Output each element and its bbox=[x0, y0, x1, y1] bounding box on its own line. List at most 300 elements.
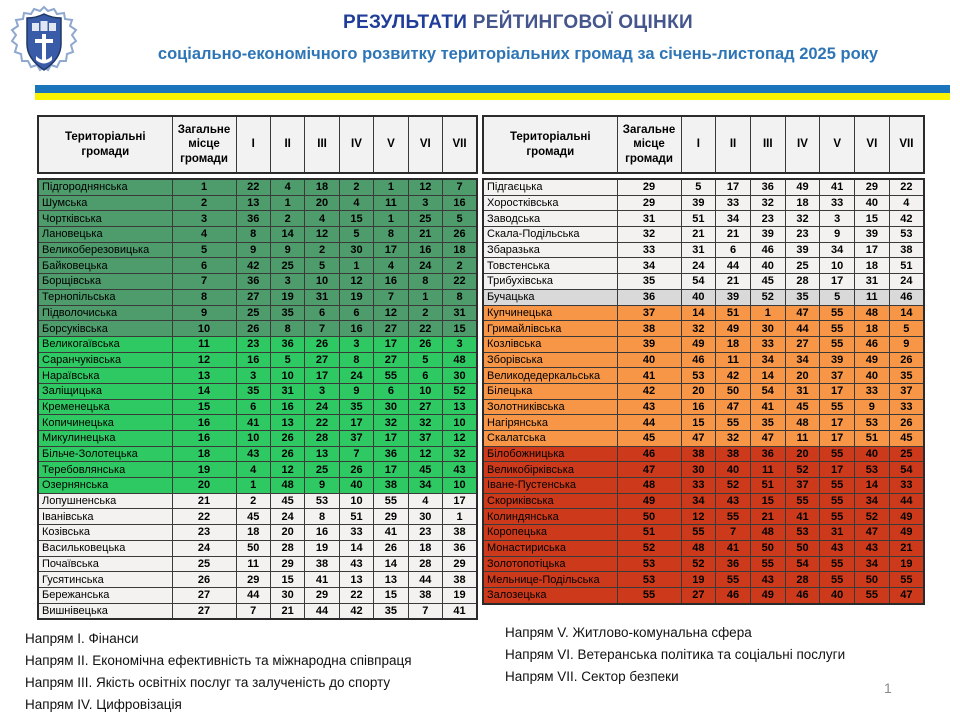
direction-rank: 35 bbox=[785, 289, 820, 305]
direction-rank: 24 bbox=[889, 274, 924, 290]
direction-rank: 1 bbox=[443, 509, 477, 525]
community-name: Шумська bbox=[38, 195, 172, 211]
community-row bbox=[38, 431, 477, 447]
direction-rank: 18 bbox=[443, 242, 477, 258]
direction-rank: 28 bbox=[785, 572, 820, 588]
direction-rank: 29 bbox=[374, 509, 408, 525]
community-name: Саранчуківська bbox=[38, 352, 172, 368]
direction-rank: 55 bbox=[716, 415, 751, 431]
direction-rank: 55 bbox=[855, 587, 890, 603]
direction-rank: 16 bbox=[374, 274, 408, 290]
direction-rank: 48 bbox=[750, 525, 785, 541]
direction-rank: 6 bbox=[236, 399, 270, 415]
direction-rank: 20 bbox=[305, 195, 339, 211]
community-row bbox=[483, 211, 924, 227]
community-row bbox=[38, 195, 477, 211]
community-row bbox=[38, 289, 477, 305]
legend-item: Напрям III. Якість освітніх послуг та залученість до спорту bbox=[25, 675, 391, 690]
page-title bbox=[80, 12, 956, 34]
direction-rank: 21 bbox=[750, 509, 785, 525]
direction-rank: 3 bbox=[270, 274, 304, 290]
direction-rank: 3 bbox=[443, 336, 477, 352]
community-row bbox=[38, 493, 477, 509]
direction-rank: 7 bbox=[408, 603, 442, 619]
direction-rank: 4 bbox=[236, 462, 270, 478]
community-name: Почаївська bbox=[38, 556, 172, 572]
direction-rank: 46 bbox=[785, 587, 820, 603]
community-name: Хоростківська bbox=[483, 195, 617, 211]
title-secondary: РЕЙТИНГОВОЇ ОЦІНКИ bbox=[472, 12, 693, 33]
community-row bbox=[483, 336, 924, 352]
direction-rank: 11 bbox=[855, 289, 890, 305]
direction-rank: 20 bbox=[681, 383, 716, 399]
col-header-overall-place: Загальне місце громади bbox=[172, 116, 236, 173]
community-name: Товстенська bbox=[483, 258, 617, 274]
overall-place: 6 bbox=[172, 258, 236, 274]
direction-rank: 7 bbox=[716, 525, 751, 541]
community-row bbox=[38, 179, 477, 195]
overall-place: 3 bbox=[172, 211, 236, 227]
direction-rank: 48 bbox=[855, 305, 890, 321]
direction-rank: 26 bbox=[889, 415, 924, 431]
overall-place: 36 bbox=[617, 289, 681, 305]
direction-rank: 24 bbox=[408, 258, 442, 274]
direction-rank: 30 bbox=[374, 399, 408, 415]
overall-place: 27 bbox=[172, 603, 236, 619]
direction-rank: 25 bbox=[785, 258, 820, 274]
overall-place: 16 bbox=[172, 415, 236, 431]
direction-rank: 17 bbox=[820, 415, 855, 431]
community-row bbox=[38, 587, 477, 603]
direction-rank: 4 bbox=[270, 179, 304, 195]
overall-place: 52 bbox=[617, 540, 681, 556]
direction-rank: 8 bbox=[443, 289, 477, 305]
direction-rank: 10 bbox=[443, 478, 477, 494]
community-name: Великоберезовицька bbox=[38, 242, 172, 258]
community-name: Нараївська bbox=[38, 368, 172, 384]
direction-rank: 17 bbox=[374, 242, 408, 258]
direction-rank: 4 bbox=[889, 195, 924, 211]
direction-rank: 34 bbox=[820, 242, 855, 258]
direction-rank: 52 bbox=[855, 509, 890, 525]
community-row bbox=[483, 399, 924, 415]
direction-rank: 10 bbox=[820, 258, 855, 274]
direction-rank: 13 bbox=[236, 195, 270, 211]
direction-rank: 18 bbox=[716, 336, 751, 352]
direction-rank: 27 bbox=[305, 352, 339, 368]
community-row bbox=[38, 556, 477, 572]
direction-rank: 31 bbox=[785, 383, 820, 399]
legend-item: Напрям I. Фінанси bbox=[25, 631, 139, 646]
community-name: Білецька bbox=[483, 383, 617, 399]
overall-place: 15 bbox=[172, 399, 236, 415]
direction-rank: 49 bbox=[681, 336, 716, 352]
direction-rank: 3 bbox=[820, 211, 855, 227]
direction-rank: 51 bbox=[889, 258, 924, 274]
direction-rank: 10 bbox=[443, 415, 477, 431]
direction-rank: 39 bbox=[750, 227, 785, 243]
direction-rank: 4 bbox=[374, 258, 408, 274]
direction-rank: 21 bbox=[270, 603, 304, 619]
community-name: Великогаївська bbox=[38, 336, 172, 352]
direction-rank: 36 bbox=[716, 556, 751, 572]
direction-rank: 7 bbox=[339, 446, 373, 462]
community-row bbox=[483, 525, 924, 541]
direction-rank: 34 bbox=[855, 556, 890, 572]
direction-rank: 8 bbox=[339, 352, 373, 368]
direction-rank: 50 bbox=[750, 540, 785, 556]
col-header-direction: VI bbox=[408, 116, 442, 173]
direction-rank: 32 bbox=[681, 321, 716, 337]
direction-rank: 43 bbox=[855, 540, 890, 556]
direction-rank: 14 bbox=[889, 305, 924, 321]
overall-place: 16 bbox=[172, 431, 236, 447]
direction-rank: 55 bbox=[820, 493, 855, 509]
direction-rank: 38 bbox=[305, 556, 339, 572]
direction-rank: 52 bbox=[785, 462, 820, 478]
direction-rank: 18 bbox=[305, 179, 339, 195]
flag-stripe-blue bbox=[35, 85, 950, 93]
direction-rank: 34 bbox=[785, 352, 820, 368]
direction-rank: 39 bbox=[855, 227, 890, 243]
direction-rank: 5 bbox=[681, 179, 716, 195]
direction-rank: 53 bbox=[889, 227, 924, 243]
direction-rank: 19 bbox=[305, 540, 339, 556]
direction-rank: 13 bbox=[374, 572, 408, 588]
community-row bbox=[38, 383, 477, 399]
direction-rank: 10 bbox=[408, 383, 442, 399]
direction-rank: 44 bbox=[716, 258, 751, 274]
community-row bbox=[483, 415, 924, 431]
direction-rank: 52 bbox=[443, 383, 477, 399]
community-row bbox=[483, 572, 924, 588]
direction-rank: 30 bbox=[408, 509, 442, 525]
direction-rank: 17 bbox=[716, 179, 751, 195]
direction-rank: 26 bbox=[270, 446, 304, 462]
direction-rank: 49 bbox=[889, 509, 924, 525]
direction-rank: 15 bbox=[443, 321, 477, 337]
direction-rank: 38 bbox=[443, 525, 477, 541]
direction-rank: 12 bbox=[339, 274, 373, 290]
direction-rank: 42 bbox=[236, 258, 270, 274]
col-header-direction: I bbox=[236, 116, 270, 173]
overall-place: 21 bbox=[172, 493, 236, 509]
direction-rank: 16 bbox=[443, 195, 477, 211]
direction-rank: 44 bbox=[408, 572, 442, 588]
direction-rank: 40 bbox=[820, 587, 855, 603]
direction-rank: 9 bbox=[339, 383, 373, 399]
overall-place: 29 bbox=[617, 179, 681, 195]
direction-rank: 26 bbox=[339, 462, 373, 478]
community-name: Великодедеркальська bbox=[483, 368, 617, 384]
community-name: Лопушненська bbox=[38, 493, 172, 509]
overall-place: 50 bbox=[617, 509, 681, 525]
direction-rank: 22 bbox=[236, 179, 270, 195]
community-row bbox=[38, 227, 477, 243]
col-header-community: Територіальні громади bbox=[483, 116, 617, 173]
direction-rank: 28 bbox=[408, 556, 442, 572]
direction-rank: 29 bbox=[270, 556, 304, 572]
direction-rank: 51 bbox=[716, 305, 751, 321]
direction-rank: 39 bbox=[681, 195, 716, 211]
direction-rank: 25 bbox=[408, 211, 442, 227]
col-header-direction: III bbox=[750, 116, 785, 173]
direction-rank: 18 bbox=[236, 525, 270, 541]
direction-rank: 13 bbox=[339, 572, 373, 588]
direction-rank: 55 bbox=[820, 556, 855, 572]
community-row bbox=[38, 321, 477, 337]
community-name: Трибухівська bbox=[483, 274, 617, 290]
direction-rank: 6 bbox=[716, 242, 751, 258]
community-name: Заводська bbox=[483, 211, 617, 227]
direction-rank: 41 bbox=[443, 603, 477, 619]
direction-rank: 23 bbox=[785, 227, 820, 243]
overall-place: 32 bbox=[617, 227, 681, 243]
direction-rank: 5 bbox=[305, 258, 339, 274]
community-name: Нагірянська bbox=[483, 415, 617, 431]
community-row bbox=[483, 289, 924, 305]
overall-place: 26 bbox=[172, 572, 236, 588]
ranking-table-left bbox=[37, 115, 478, 620]
direction-rank: 52 bbox=[750, 289, 785, 305]
direction-rank: 17 bbox=[820, 383, 855, 399]
overall-place: 35 bbox=[617, 274, 681, 290]
community-name: Монастириська bbox=[483, 540, 617, 556]
direction-rank: 11 bbox=[785, 431, 820, 447]
direction-rank: 22 bbox=[408, 321, 442, 337]
direction-rank: 8 bbox=[408, 274, 442, 290]
direction-rank: 9 bbox=[270, 242, 304, 258]
direction-rank: 4 bbox=[305, 211, 339, 227]
direction-rank: 14 bbox=[681, 305, 716, 321]
direction-rank: 2 bbox=[270, 211, 304, 227]
community-row bbox=[483, 368, 924, 384]
community-name: Коропецька bbox=[483, 525, 617, 541]
community-name: Гримайлівська bbox=[483, 321, 617, 337]
col-header-community: Територіальні громади bbox=[38, 116, 172, 173]
community-name: Тернопільська bbox=[38, 289, 172, 305]
overall-place: 45 bbox=[617, 431, 681, 447]
community-name: Козлівська bbox=[483, 336, 617, 352]
direction-rank: 38 bbox=[681, 446, 716, 462]
direction-rank: 26 bbox=[443, 227, 477, 243]
direction-rank: 45 bbox=[270, 493, 304, 509]
direction-rank: 34 bbox=[681, 493, 716, 509]
community-row bbox=[38, 305, 477, 321]
direction-rank: 2 bbox=[339, 179, 373, 195]
community-row bbox=[483, 509, 924, 525]
direction-rank: 37 bbox=[408, 431, 442, 447]
overall-place: 22 bbox=[172, 509, 236, 525]
community-row bbox=[483, 179, 924, 195]
legend-item: Напрям VII. Сектор безпеки bbox=[505, 669, 679, 684]
direction-rank: 14 bbox=[270, 227, 304, 243]
overall-place: 33 bbox=[617, 242, 681, 258]
community-name: Вишнівецька bbox=[38, 603, 172, 619]
community-row bbox=[38, 274, 477, 290]
direction-rank: 11 bbox=[750, 462, 785, 478]
community-name: Більче-Золотецька bbox=[38, 446, 172, 462]
direction-rank: 13 bbox=[443, 399, 477, 415]
direction-rank: 18 bbox=[855, 258, 890, 274]
community-name: Підволочиська bbox=[38, 305, 172, 321]
community-name: Скала-Подільська bbox=[483, 227, 617, 243]
direction-rank: 30 bbox=[681, 462, 716, 478]
direction-rank: 55 bbox=[716, 572, 751, 588]
direction-rank: 27 bbox=[408, 399, 442, 415]
direction-rank: 55 bbox=[750, 556, 785, 572]
direction-rank: 14 bbox=[339, 540, 373, 556]
direction-rank: 31 bbox=[681, 242, 716, 258]
community-row bbox=[483, 242, 924, 258]
overall-place: 9 bbox=[172, 305, 236, 321]
direction-rank: 32 bbox=[374, 415, 408, 431]
direction-rank: 36 bbox=[443, 540, 477, 556]
overall-place: 47 bbox=[617, 462, 681, 478]
direction-rank: 15 bbox=[750, 493, 785, 509]
direction-rank: 34 bbox=[408, 478, 442, 494]
direction-rank: 21 bbox=[716, 274, 751, 290]
direction-rank: 6 bbox=[408, 368, 442, 384]
direction-rank: 17 bbox=[374, 462, 408, 478]
direction-rank: 5 bbox=[889, 321, 924, 337]
direction-rank: 19 bbox=[889, 556, 924, 572]
direction-rank: 17 bbox=[374, 336, 408, 352]
direction-rank: 40 bbox=[339, 478, 373, 494]
direction-rank: 25 bbox=[236, 305, 270, 321]
community-row bbox=[38, 446, 477, 462]
direction-rank: 45 bbox=[750, 274, 785, 290]
overall-place: 4 bbox=[172, 227, 236, 243]
direction-rank: 49 bbox=[750, 587, 785, 603]
community-row bbox=[483, 274, 924, 290]
direction-rank: 1 bbox=[270, 195, 304, 211]
overall-place: 14 bbox=[172, 383, 236, 399]
community-row bbox=[38, 399, 477, 415]
community-name: Золотниківська bbox=[483, 399, 617, 415]
direction-rank: 2 bbox=[305, 242, 339, 258]
direction-rank: 16 bbox=[270, 399, 304, 415]
direction-rank: 15 bbox=[270, 572, 304, 588]
community-row bbox=[38, 415, 477, 431]
overall-place: 1 bbox=[172, 179, 236, 195]
direction-rank: 24 bbox=[270, 509, 304, 525]
direction-rank: 17 bbox=[855, 242, 890, 258]
community-row bbox=[483, 540, 924, 556]
direction-rank: 13 bbox=[270, 415, 304, 431]
direction-rank: 36 bbox=[750, 179, 785, 195]
direction-rank: 17 bbox=[820, 274, 855, 290]
community-name: Кременецька bbox=[38, 399, 172, 415]
legend-item: Напрям IV. Цифровізація bbox=[25, 697, 182, 712]
direction-rank: 25 bbox=[305, 462, 339, 478]
direction-rank: 21 bbox=[681, 227, 716, 243]
direction-rank: 45 bbox=[889, 431, 924, 447]
direction-rank: 33 bbox=[716, 195, 751, 211]
direction-rank: 17 bbox=[820, 462, 855, 478]
direction-rank: 36 bbox=[750, 446, 785, 462]
direction-rank: 33 bbox=[681, 478, 716, 494]
direction-rank: 40 bbox=[855, 446, 890, 462]
community-row bbox=[483, 383, 924, 399]
direction-rank: 51 bbox=[750, 478, 785, 494]
overall-place: 31 bbox=[617, 211, 681, 227]
direction-rank: 9 bbox=[855, 399, 890, 415]
direction-rank: 55 bbox=[681, 525, 716, 541]
ranking-table-right-body bbox=[482, 178, 925, 605]
legend-directions-1-4 bbox=[25, 628, 412, 716]
overall-place: 38 bbox=[617, 321, 681, 337]
direction-rank: 8 bbox=[236, 227, 270, 243]
direction-rank: 24 bbox=[681, 258, 716, 274]
col-header-direction: V bbox=[820, 116, 855, 173]
direction-rank: 32 bbox=[716, 431, 751, 447]
community-row bbox=[38, 509, 477, 525]
direction-rank: 36 bbox=[236, 274, 270, 290]
direction-rank: 55 bbox=[820, 572, 855, 588]
direction-rank: 19 bbox=[339, 289, 373, 305]
direction-rank: 20 bbox=[270, 525, 304, 541]
direction-rank: 24 bbox=[305, 399, 339, 415]
direction-rank: 29 bbox=[443, 556, 477, 572]
overall-place: 29 bbox=[617, 195, 681, 211]
direction-rank: 10 bbox=[339, 493, 373, 509]
direction-rank: 29 bbox=[305, 587, 339, 603]
direction-rank: 52 bbox=[681, 556, 716, 572]
direction-rank: 4 bbox=[408, 493, 442, 509]
community-row bbox=[38, 462, 477, 478]
direction-rank: 16 bbox=[305, 525, 339, 541]
header-row bbox=[38, 116, 477, 173]
direction-rank: 46 bbox=[750, 242, 785, 258]
direction-rank: 51 bbox=[855, 431, 890, 447]
direction-rank: 44 bbox=[785, 321, 820, 337]
direction-rank: 22 bbox=[339, 587, 373, 603]
direction-rank: 54 bbox=[889, 462, 924, 478]
direction-rank: 55 bbox=[374, 493, 408, 509]
direction-rank: 33 bbox=[820, 195, 855, 211]
direction-rank: 8 bbox=[374, 227, 408, 243]
overall-place: 23 bbox=[172, 525, 236, 541]
direction-rank: 53 bbox=[681, 368, 716, 384]
direction-rank: 38 bbox=[408, 587, 442, 603]
direction-rank: 53 bbox=[855, 415, 890, 431]
direction-rank: 26 bbox=[236, 321, 270, 337]
direction-rank: 1 bbox=[408, 289, 442, 305]
direction-rank: 43 bbox=[820, 540, 855, 556]
direction-rank: 17 bbox=[305, 368, 339, 384]
direction-rank: 17 bbox=[820, 431, 855, 447]
col-header-direction: IV bbox=[339, 116, 373, 173]
community-row bbox=[38, 540, 477, 556]
overall-place: 7 bbox=[172, 274, 236, 290]
direction-rank: 34 bbox=[750, 352, 785, 368]
direction-rank: 9 bbox=[820, 227, 855, 243]
overall-place: 43 bbox=[617, 399, 681, 415]
direction-rank: 34 bbox=[855, 493, 890, 509]
direction-rank: 38 bbox=[374, 478, 408, 494]
col-header-overall-place: Загальне місце громади bbox=[617, 116, 681, 173]
community-row bbox=[483, 431, 924, 447]
direction-rank: 18 bbox=[408, 540, 442, 556]
community-name: Теребовлянська bbox=[38, 462, 172, 478]
community-row bbox=[483, 446, 924, 462]
direction-rank: 22 bbox=[443, 274, 477, 290]
col-header-direction: VII bbox=[443, 116, 477, 173]
direction-rank: 29 bbox=[236, 572, 270, 588]
direction-rank: 11 bbox=[716, 352, 751, 368]
direction-rank: 12 bbox=[443, 431, 477, 447]
